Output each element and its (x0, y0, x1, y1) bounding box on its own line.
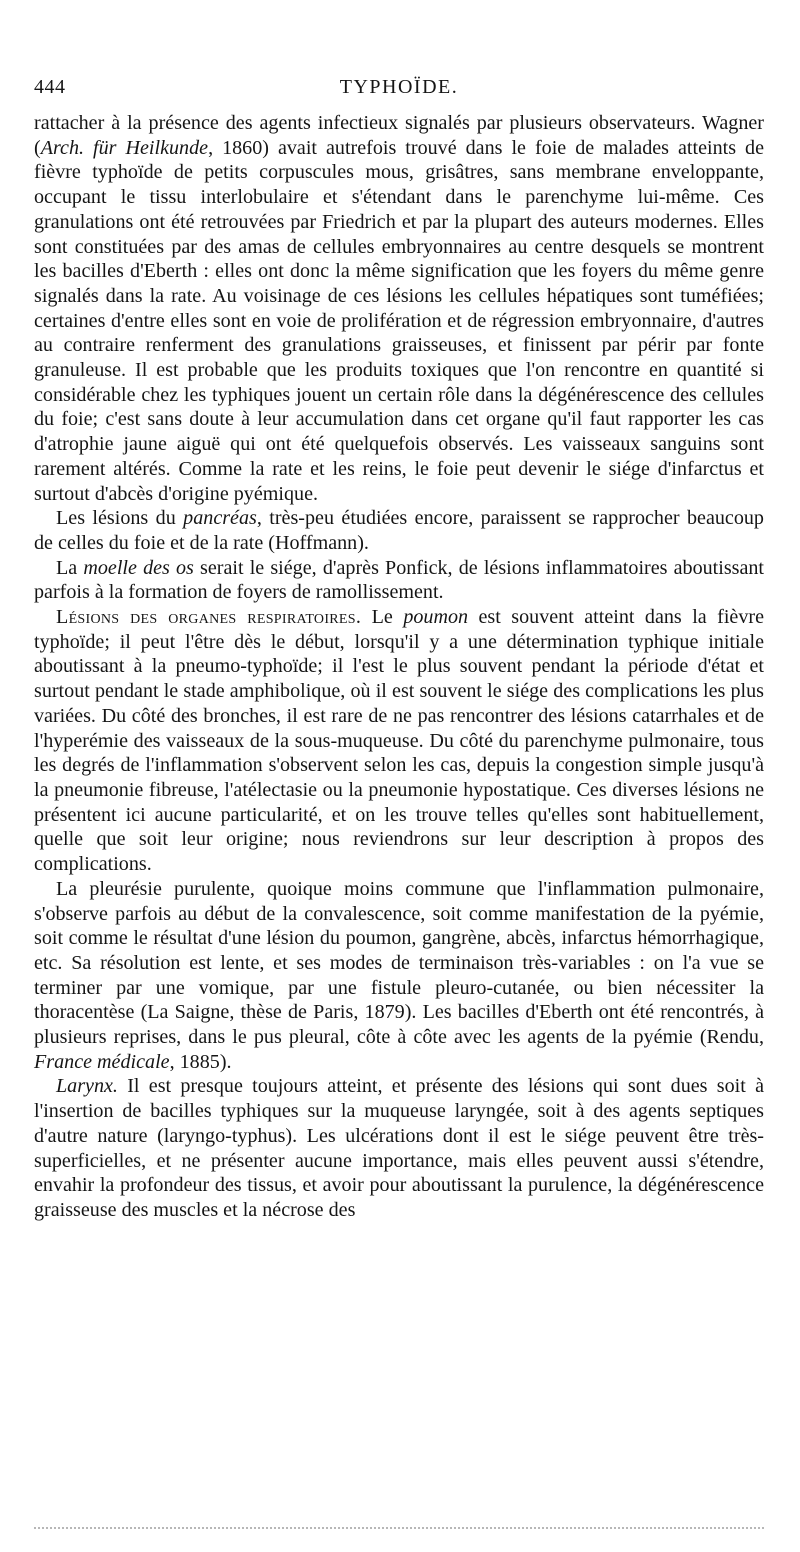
running-header (34, 76, 764, 106)
text-segment: La pleurésie purulente, quoique moins commune que l'inflammation pulmonaire, s'observe parfois au début de la convalescence, soit comme manifestation de la pyémie, soit comme le résultat d'une lésion du poumon, gangrène, abcès, infarctus hémorrhagique, etc. Sa résolution est lente, et ses modes de terminaison très-variables : on l'a vue se terminer par une vomique, par une fistule pleuro-cutanée, ou bien nécessiter la thoracentèse (La Saigne, thèse de Paris, 1879). Les bacilles d'Eberth ont été rencontrés, à plusieurs reprises, dans le pus pleural, côte à côte avec les agents de la pyémie (Rendu, (34, 877, 764, 1049)
text-segment: serait le siége, d'après Ponfick, de lésions inflammatoires aboutissant parfois à la formation de foyers de ramollissement. (34, 556, 765, 604)
paragraph-respiratory-lesions (34, 605, 764, 877)
text-segment: , 1885). (169, 1050, 232, 1073)
text-segment: Le (361, 606, 404, 629)
paragraph-bone-marrow (34, 556, 764, 605)
italic-heading: Larynx. (56, 1075, 118, 1098)
footer-dotted-rule (34, 1527, 764, 1529)
section-heading: Lésions des organes respiratoires. (56, 606, 362, 629)
text-segment: La (56, 556, 84, 579)
page-number: 444 (34, 76, 66, 98)
text-segment: Il est presque toujours atteint, et présente des lésions qui sont dues soit à l'insertion de bacilles typhiques sur la muqueuse laryngée, soit à des agents septiques d'autre nature (laryngo-typhus). Les ulcérations dont il est le siége peuvent être très-superficielles, et ne présenter aucune importance, mais elles peuvent aussi s'étendre, envahir la profondeur des tissus, et avoir pour aboutissant la purulence, la dégénérescence graisseuse des muscles et la nécrose des (34, 1075, 764, 1221)
italic-term: poumon (403, 606, 469, 629)
paragraph-liver-lesions (34, 111, 764, 506)
paragraph-pleurisy (34, 877, 764, 1075)
text-segment: Les lésions du (56, 507, 184, 530)
italic-term: pancréas (183, 507, 257, 530)
text-segment: , 1860) avait autrefois trouvé dans le foie de malades atteints de fièvre typhoïde de petits corpuscules mous, grisâtres, sans membrane enveloppante, occupant le tissu interlobulaire et s'étendant dans le parenchyme lui-même. Ces granulations ont été retrouvées par Friedrich et par la plupart des auteurs modernes. Elles sont constituées par des amas de cellules embryonnaires au centre desquels se montrent les bacilles d'Eberth : elles ont donc la même signification que les foyers du même genre signalés dans la rate. Au voisinage de ces lésions les cellules hépatiques sont tuméfiées; certaines d'entre elles sont en voie de prolifération et de régression embryonnaire, d'autres au contraire renferment des granulations graisseuses, et finissent par périr par fonte granuleuse. Il est probable que les produits toxiques que l'on rencontre en quantité si considérable chez les typhiques jouent un certain rôle dans la dégénérescence des cellules du foie; c'est sans doute à leur accumulation dans cet organe qu'il faut rapporter les cas d'atrophie jaune aiguë qui ont été quelquefois observés. Les vaisseaux sanguins sont rarement altérés. Comme la rate et les reins, le foie peut devenir le siége d'infarctus et surtout d'abcès d'origine pyémique. (34, 136, 764, 505)
italic-term: moelle des os (83, 556, 194, 579)
text-segment: est souvent atteint dans la fièvre typhoïde; il peut l'être dès le début, lorsqu'il y a une détermination typhique initiale aboutissant à la pneumo-typhoïde; il l'est le plus souvent pendant la période d'état et surtout pendant le stade amphibolique, où il est souvent le siége des complications les plus variées. Du côté des bronches, il est rare de ne pas rencontrer des lésions catarrhales et de l'hyperémie des vaisseaux de la sous-muqueuse. Du côté du parenchyme pulmonaire, tous les degrés de l'inflammation s'observent selon les cas, depuis la congestion simple jusqu'à la pneumonie fibreuse, l'atélectasie ou la pneumonie hypostatique. Ces diverses lésions ne présentent ici aucune particularité, et on les trouve telles qu'elles sont habituellement, quelle que soit leur origine; nous reviendrons sur leur description à propos des complications. (34, 606, 764, 876)
running-title: TYPHOÏDE. (339, 76, 459, 98)
italic-citation: Arch. für Heilkunde (40, 136, 209, 159)
text-segment: , très-peu étudiées encore, paraissent se rapprocher beaucoup de celles du foie et de la rate (Hoffmann). (34, 507, 764, 554)
paragraph-pancreas (34, 506, 764, 555)
body-text (34, 111, 764, 1223)
paragraph-larynx (34, 1074, 764, 1222)
italic-citation: France médicale (34, 1050, 170, 1073)
text-segment: rattacher à la présence des agents infectieux signalés par plusieurs observateurs. Wagner ( (34, 112, 764, 159)
